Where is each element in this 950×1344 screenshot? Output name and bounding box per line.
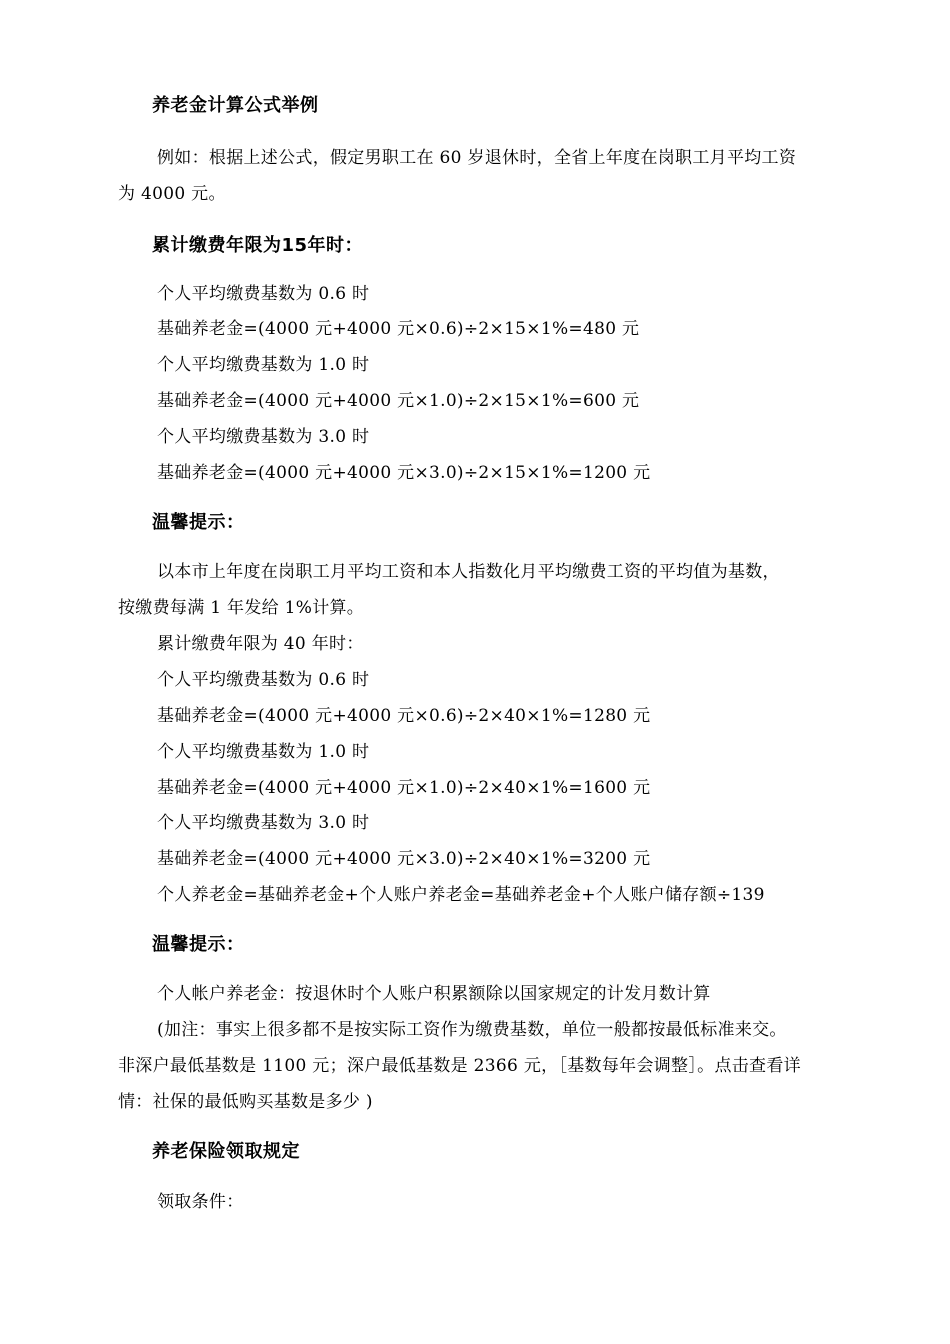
heading-warm-tip-1: 温馨提示：	[152, 512, 245, 533]
tip2-paragraph-line-1: 个人帐户养老金：按退休时个人账户积累额除以国家规定的计发月数计算	[157, 984, 711, 1004]
list-item-15-2: 基础养老金=(4000 元+4000 元×0.6)÷2×15×1%=480 元	[157, 319, 640, 339]
tip2-paragraph-line-3: 非深户最低基数是 1100 元；深户最低基数是 2366 元，［基数每年会调整］。点击查看详	[118, 1056, 801, 1076]
list-item-40-3: 基础养老金=(4000 元+4000 元×0.6)÷2×40×1%=1280 元	[157, 706, 651, 726]
tip2-paragraph-line-4: 情：社保的最低购买基数是多少 )	[118, 1092, 373, 1112]
heading-warm-tip-2: 温馨提示：	[152, 934, 245, 955]
list-item-40-4: 个人平均缴费基数为 1.0 时	[157, 742, 370, 762]
list-item-15-4: 基础养老金=(4000 元+4000 元×1.0)÷2×15×1%=600 元	[157, 391, 640, 411]
list-item-40-1: 累计缴费年限为 40 年时：	[157, 634, 364, 654]
tip2-paragraph-line-2: (加注：事实上很多都不是按实际工资作为缴费基数，单位一般都按最低标准来交。	[157, 1020, 787, 1040]
list-item-15-1: 个人平均缴费基数为 0.6 时	[157, 284, 370, 304]
intro-paragraph-line-2: 为 4000 元。	[118, 184, 226, 204]
list-item-40-2: 个人平均缴费基数为 0.6 时	[157, 670, 370, 690]
list-item-40-7: 基础养老金=(4000 元+4000 元×3.0)÷2×40×1%=3200 元	[157, 849, 651, 869]
list-item-15-6: 基础养老金=(4000 元+4000 元×3.0)÷2×15×1%=1200 元	[157, 463, 651, 483]
heading-pension-formula-example: 养老金计算公式举例	[152, 95, 319, 116]
tip1-paragraph-line-1: 以本市上年度在岗职工月平均工资和本人指数化月平均缴费工资的平均值为基数，	[157, 562, 780, 582]
tip1-paragraph-line-2: 按缴费每满 1 年发给 1%计算。	[118, 598, 365, 618]
heading-pension-rules: 养老保险领取规定	[152, 1141, 300, 1162]
intro-paragraph-line-1: 例如：根据上述公式，假定男职工在 60 岁退休时，全省上年度在岗职工月平均工资	[157, 148, 797, 168]
list-item-40-8: 个人养老金=基础养老金+个人账户养老金=基础养老金+个人账户储存额÷139	[157, 885, 765, 905]
list-item-40-6: 个人平均缴费基数为 3.0 时	[157, 813, 370, 833]
heading-15-years: 累计缴费年限为15年时：	[152, 235, 364, 256]
rules-paragraph-line-1: 领取条件：	[157, 1192, 244, 1212]
list-item-15-5: 个人平均缴费基数为 3.0 时	[157, 427, 370, 447]
list-item-15-3: 个人平均缴费基数为 1.0 时	[157, 355, 370, 375]
list-item-40-5: 基础养老金=(4000 元+4000 元×1.0)÷2×40×1%=1600 元	[157, 778, 651, 798]
